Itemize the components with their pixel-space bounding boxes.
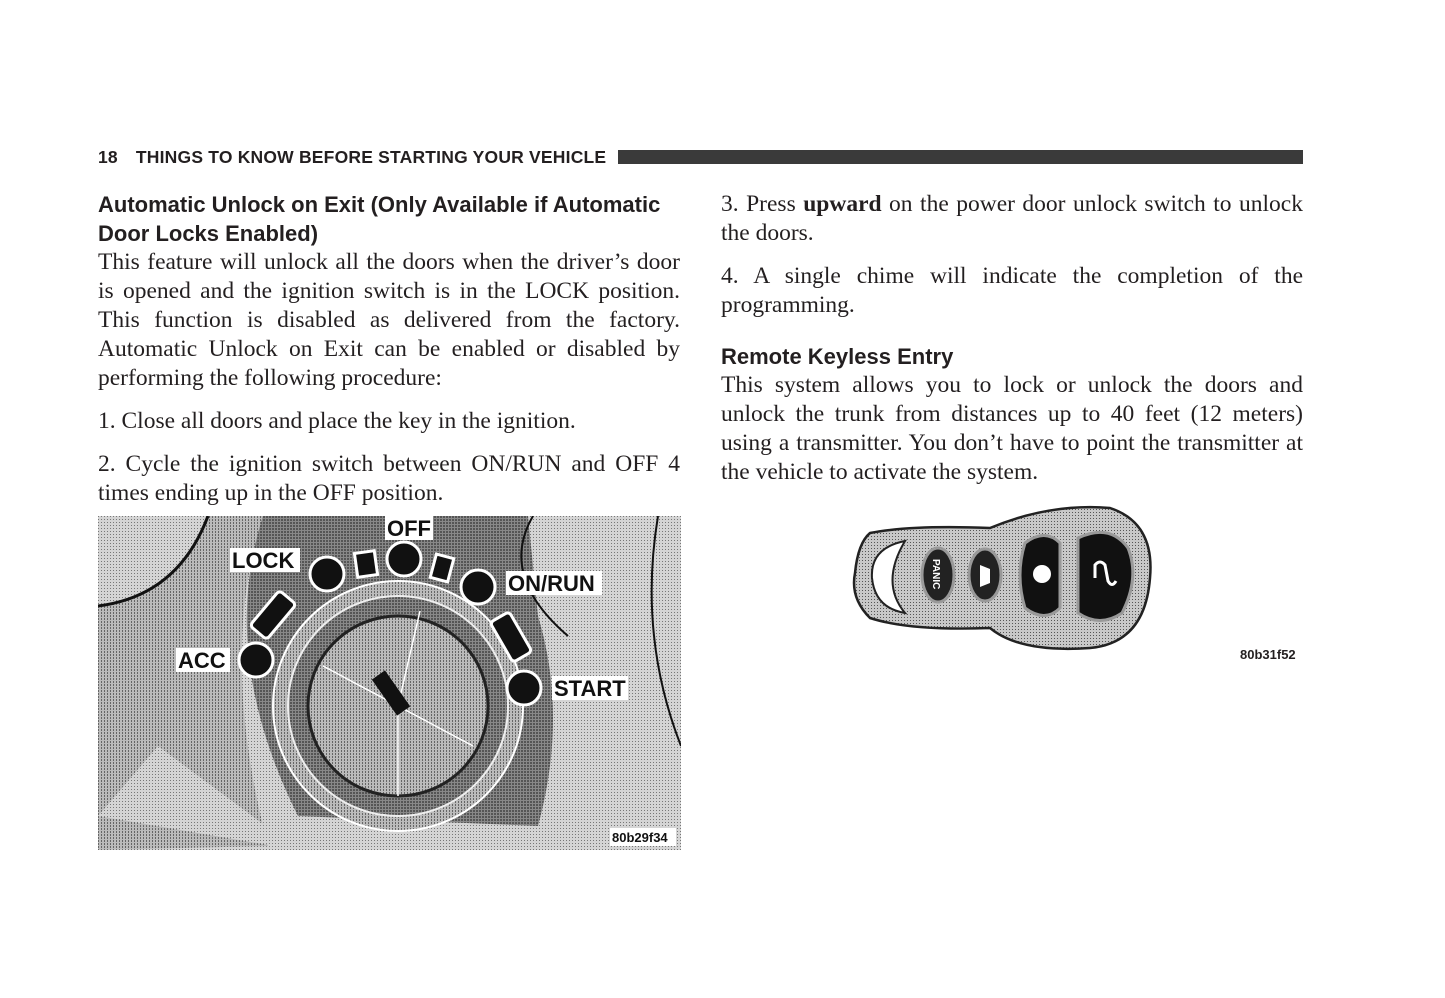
ignition-switch-illustration — [98, 516, 681, 850]
keyless-paragraph: This system allows you to lock or unlock the doors and unlock the trunk from distances up to 40 feet (12 meters) using a transmitter. You don’t have to point the transmitter at the vehicle to activate the system. — [721, 372, 1303, 485]
fob-figure-caption: 80b31f52 — [1240, 647, 1296, 662]
step-3-text-end: on the power door unlock switch to unlock the doors. — [721, 191, 1303, 246]
step-4: 4. A single chime will indicate the completion of the programming. — [721, 263, 1303, 318]
step-3-emphasis: upward — [803, 191, 882, 217]
section-heading: Automatic Unlock on Exit (Only Available if Automatic Door Locks Enabled) — [98, 192, 661, 246]
panic-button-label: PANIC — [930, 559, 941, 590]
label-acc: ACC — [178, 648, 226, 673]
running-header — [98, 146, 1303, 168]
figure-caption: 80b29f34 — [612, 830, 668, 845]
label-off: OFF — [387, 516, 431, 541]
step-3 — [721, 190, 1303, 248]
right-column — [721, 190, 1303, 501]
step-2: 2. Cycle the ignition switch between ON/RUN and OFF 4 times ending up in the OFF position. — [98, 451, 680, 506]
page-number: 18 — [98, 146, 118, 167]
left-column — [98, 190, 680, 522]
label-on-run: ON/RUN — [508, 571, 595, 596]
keyless-heading: Remote Keyless Entry — [721, 344, 954, 369]
label-start: START — [554, 676, 626, 701]
lock-icon — [1033, 565, 1051, 583]
key-fob-illustration — [850, 503, 1155, 653]
label-lock: LOCK — [232, 548, 295, 573]
header-rule — [618, 150, 1303, 164]
intro-paragraph: This feature will unlock all the doors when the driver’s door is opened and the ignition switch is in the LOCK position. This function is disabled as delivered from the factory. Automatic Unlock on Exit can be enabled or disabled by performing the following procedure: — [98, 249, 680, 391]
section-title: THINGS TO KNOW BEFORE STARTING YOUR VEHICLE — [135, 146, 607, 167]
step-1: 1. Close all doors and place the key in the ignition. — [98, 408, 576, 434]
step-3-text: 3. Press — [721, 191, 804, 217]
